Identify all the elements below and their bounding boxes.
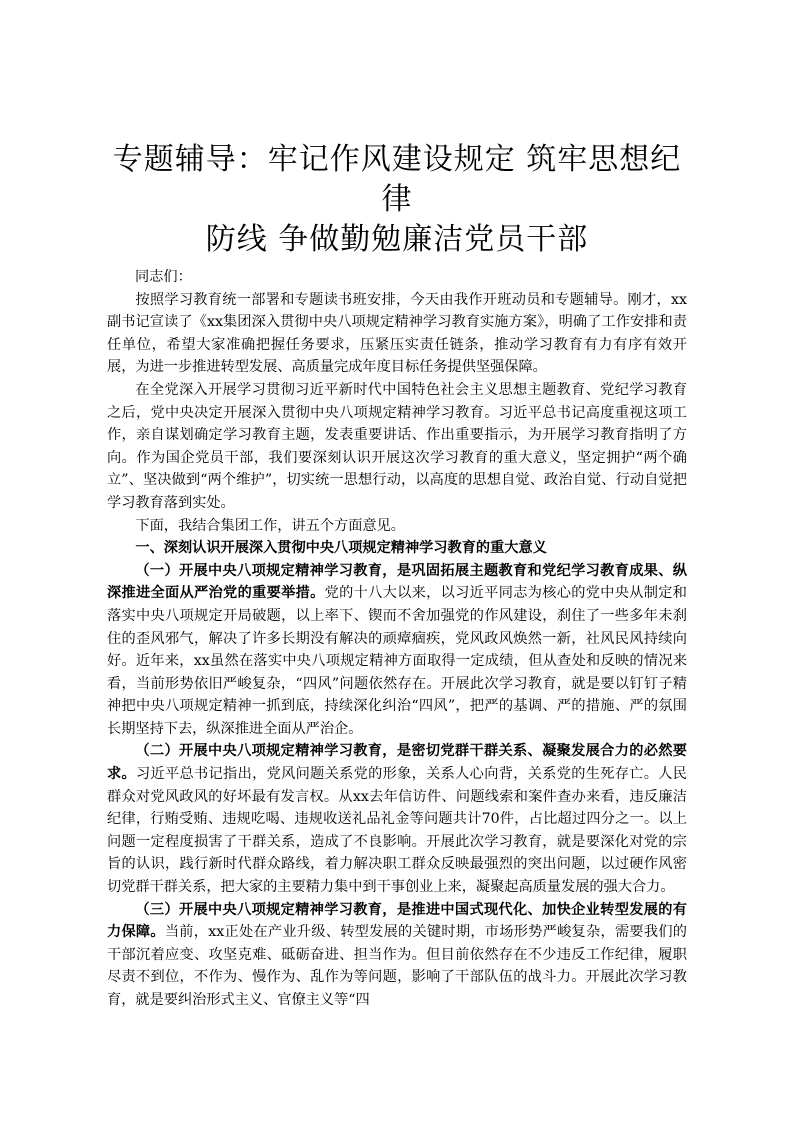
title-line-2: 防线 争做勤勉廉洁党员干部: [205, 222, 589, 257]
document-page: [107, 140, 687, 1012]
subsection-1-lead: （一）开展中央八项规定精神学习教育，是巩固拓展主题教育和党纪学习教育成果、纵深推进全面从严治党的重要举措。: [107, 562, 687, 602]
subsection-1: [107, 560, 687, 741]
document-title: [107, 140, 687, 260]
paragraph-outline: 下面，我结合集团工作，讲五个方面意见。: [135, 517, 405, 534]
subsection-2-lead: （二）开展中央八项规定精神学习教育，是密切党群干群关系、凝聚发展合力的必然要求。: [107, 743, 687, 783]
subsection-3-body: 当前，xx正处在产业升级、转型发展的关键时期，市场形势严峻复杂，需要我们的干部沉着应变、攻坚克难、砥砺奋进、担当作为。但目前依然存在不少违反工作纪律，履职尽责不到位，不作为、慢作为、乱作为等问题，影响了干部队伍的战斗力。开展此次学习教育，就是要纠治形式主义、官僚主义等“四: [107, 924, 687, 1008]
title-line-1: 专题辅导：牢记作风建设规定 筑牢思想纪律: [112, 142, 682, 217]
subsection-3: [107, 899, 687, 1012]
subsection-2: [107, 740, 687, 898]
greeting: 同志们：: [135, 269, 192, 285]
paragraph-intro: 按照学习教育统一部署和专题读书班安排，今天由我作开班动员和专题辅导。刚才，xx副书记宣读了《xx集团深入贯彻中央八项规定精神学习教育实施方案》，明确了工作安排和责任单位，希望大家准确把握任务要求，压紧压实责任链条，推动学习教育有力有序有效开展，为进一步推进转型发展、高质量完成年度目标任务提供坚强保障。: [107, 291, 687, 376]
subsection-1-body: 党的十八大以来，以习近平同志为核心的党中央从制定和落实中央八项规定开局破题，以上率下、锲而不舍加强党的作风建设，刹住了一些多年未刹住的歪风邪气，解决了许多长期没有解决的顽瘴痼疾，党风政风焕然一新，社风民风持续向好。近年来，xx虽然在落实中央八项规定精神方面取得一定成绩，但从查处和反映的情况来看，当前形势依旧严峻复杂，“四风”问题依然存在。开展此次学习教育，就是要以钉钉子精神把中央八项规定精神一抓到底，持续深化纠治“四风”，把严的基调、严的措施、严的氛围长期坚持下去，纵深推进全面从严治企。: [107, 585, 687, 737]
subsection-3-lead: （三）开展中央八项规定精神学习教育，是推进中国式现代化、加快企业转型发展的有力保障。: [107, 901, 687, 941]
section-heading-1: 一、深刻认识开展深入贯彻中央八项规定精神学习教育的重大意义: [135, 540, 547, 557]
subsection-2-body: 习近平总书记指出，党风问题关系党的形象，关系人心向背，关系党的生死存亡。人民群众对党风政风的好坏最有发言权。从xx去年信访件、问题线索和案件查办来看，违反廉洁纪律，行贿受贿、违规吃喝、违规收送礼品礼金等问题共计70件，占比超过四分之一。以上问题一定程度损害了干群关系，造成了不良影响。开展此次学习教育，就是要深化对党的宗旨的认识，践行新时代群众路线，着力解决职工群众反映最强烈的突出问题，以过硬作风密切党群干群关系，把大家的主要精力集中到干事创业上来，凝聚起高质量发展的强大合力。: [107, 766, 687, 896]
paragraph-background: 在全党深入开展学习贯彻习近平新时代中国特色社会主义思想主题教育、党纪学习教育之后，党中央决定开展深入贯彻中央八项规定精神学习教育。习近平总书记高度重视这项工作，亲自谋划确定学习教育主题，发表重要讲话、作出重要指示，为开展学习教育指明了方向。作为国企党员干部，我们要深刻认识开展这次学习教育的重大意义，坚定拥护“两个确立”、坚决做到“两个维护”，切实统一思想行动，以高度的思想自觉、政治自觉、行动自觉把学习教育落到实处。: [107, 381, 687, 511]
